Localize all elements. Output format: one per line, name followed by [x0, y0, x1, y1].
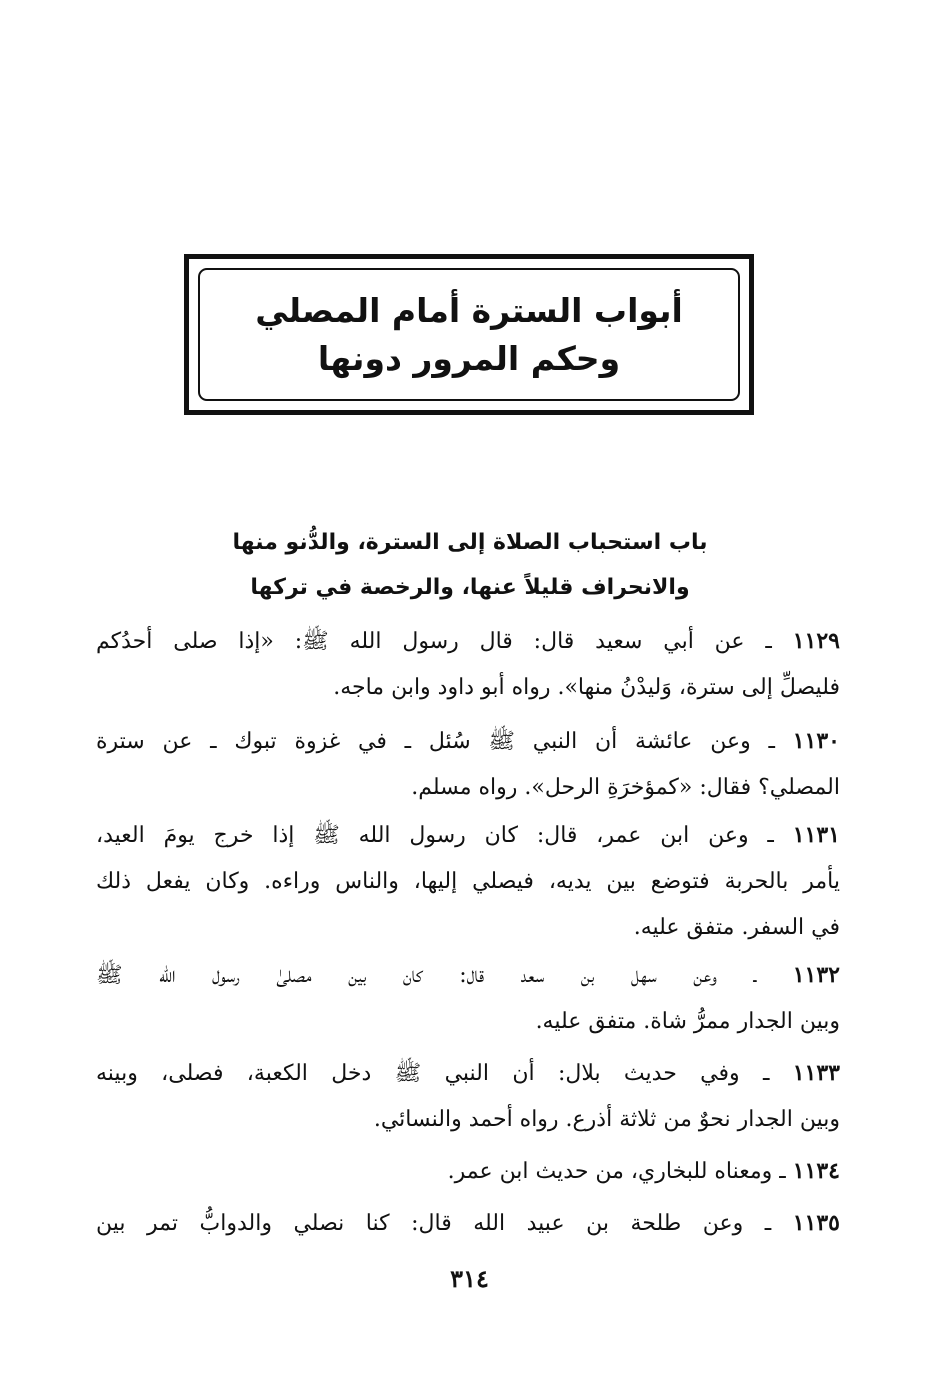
hadith-paragraph-1133	[96, 1050, 840, 1143]
hadith-paragraph-1134	[96, 1148, 840, 1195]
hadith-number: ١١٣٠	[792, 728, 840, 754]
chapter-title-line-1: أبواب السترة أمام المصلي	[255, 290, 683, 330]
section-heading-line-1: باب استحباب الصلاة إلى السترة، والدُّنو منها	[232, 530, 708, 555]
hadith-line: في السفر. متفق عليه.	[633, 915, 840, 940]
hadith-line	[96, 952, 840, 999]
hadith-line	[96, 812, 840, 859]
hadith-text: ـ وعن سهل بن سعد قال: كان بين مصلىٰ رسول الله ﷺ	[96, 963, 757, 988]
hadith-text: ـ وعن عائشة أن النبي ﷺ سُئل ـ في غزوة تبوك ـ عن سترة	[96, 729, 775, 754]
hadith-line	[96, 1148, 840, 1195]
hadith-text: ـ وعن طلحة بن عبيد الله قال: كنا نصلي والدوابُّ تمر بين	[96, 1211, 772, 1236]
hadith-line: وبين الجدار نحوٌ من ثلاثة أذرع. رواه أحمد والنسائي.	[373, 1107, 840, 1132]
hadith-line: فليصلِّ إلى سترة، وَليدْنُ منها». رواه أبو داود وابن ماجه.	[333, 675, 840, 700]
hadith-paragraph-1132	[96, 952, 840, 1045]
hadith-line	[96, 718, 840, 765]
hadith-paragraph-1135	[96, 1200, 840, 1247]
chapter-title-frame	[184, 254, 754, 415]
hadith-line: المصلي؟ فقال: «كمؤخرَةِ الرحل». رواه مسلم.	[411, 775, 840, 800]
hadith-line	[96, 1050, 840, 1097]
chapter-title-line-2: وحكم المرور دونها	[317, 338, 621, 378]
hadith-text: ـ عن أبي سعيد قال: قال رسول الله ﷺ: «إذا صلى أحدُكم	[96, 629, 772, 654]
hadith-text: ـ وفي حديث بلال: أن النبي ﷺ دخل الكعبة، فصلى، وبينه	[96, 1061, 770, 1086]
hadith-number: ١١٣٤	[792, 1158, 840, 1184]
hadith-text: ـ ومعناه للبخاري، من حديث ابن عمر.	[447, 1159, 786, 1184]
hadith-number: ١١٣٥	[792, 1210, 840, 1236]
hadith-line: يأمر بالحربة فتوضع بين يديه، فيصلي إليها، والناس وراءه. وكان يفعل ذلك	[96, 869, 840, 894]
hadith-paragraph-1130	[96, 718, 840, 811]
chapter-title-inner-frame	[198, 268, 740, 401]
hadith-number: ١١٣٢	[792, 962, 840, 988]
hadith-text: ـ وعن ابن عمر، قال: كان رسول الله ﷺ إذا خرج يومَ العيد،	[96, 823, 774, 848]
hadith-paragraph-1129	[96, 618, 840, 711]
hadith-line	[96, 618, 840, 665]
hadith-number: ١١٣١	[792, 822, 840, 848]
page-number: ٣١٤	[450, 1264, 489, 1293]
section-heading-line-2: والانحراف قليلاً عنها، والرخصة في تركها	[250, 575, 690, 600]
hadith-paragraph-1131	[96, 812, 840, 951]
hadith-number: ١١٢٩	[792, 628, 840, 654]
hadith-line: وبين الجدار ممرُّ شاة. متفق عليه.	[535, 1009, 840, 1034]
hadith-number: ١١٣٣	[792, 1060, 840, 1086]
hadith-line	[96, 1200, 840, 1247]
